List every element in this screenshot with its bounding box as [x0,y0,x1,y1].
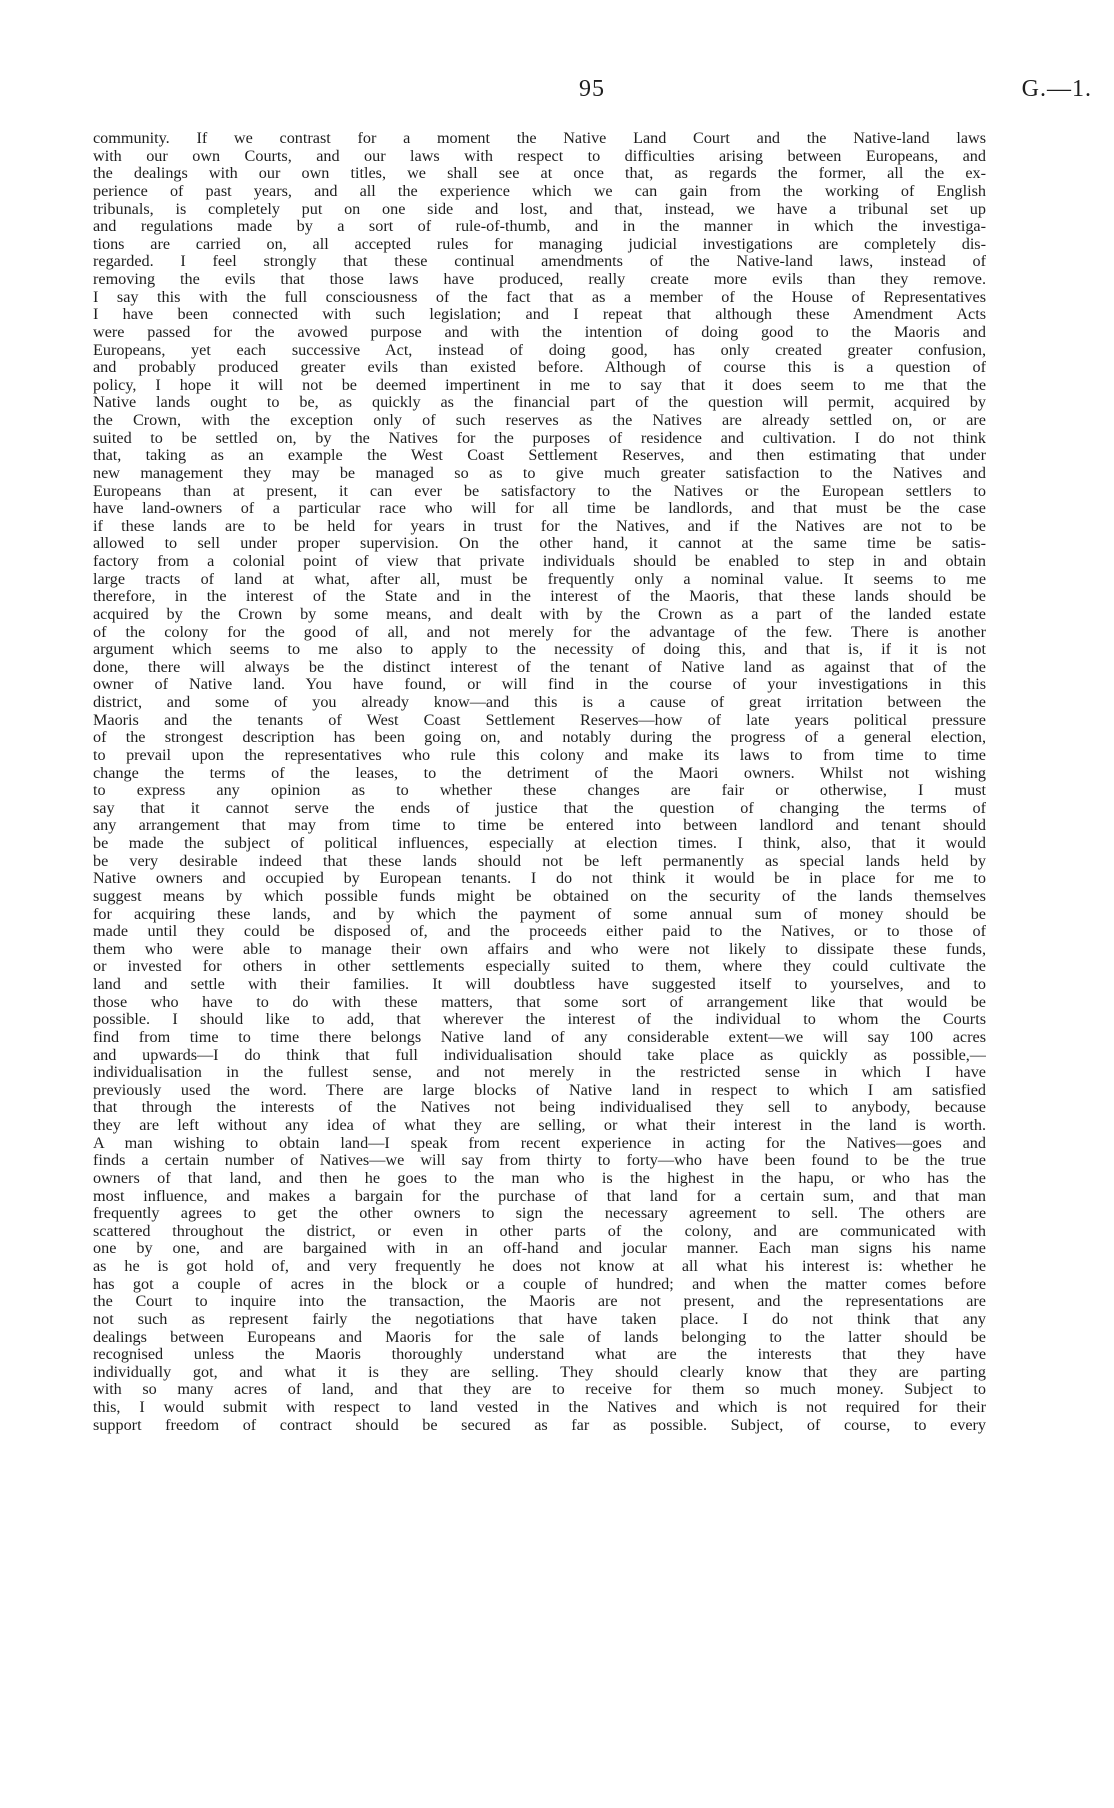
text-line: with so many acres of land, and that they are to receive for them so much money. Subject to [93,1381,986,1399]
text-line: not such as represent fairly the negotiations that have taken place. I do not think that any [93,1310,986,1328]
text-line: argument which seems to me also to apply to the necessity of doing this, and that is, if it is not [93,641,986,659]
document-reference: G.—1. [1021,76,1092,102]
text-line: community. If we contrast for a moment the Native Land Court and the Native-land laws [93,130,986,147]
page-header [92,76,1092,112]
text-line: district, and some of you already know—and this is a cause of great irritation between the [93,694,986,711]
text-line: done, there will always be the distinct interest of the tenant of Native land as against that of the [93,658,986,676]
text-line: tions are carried on, all accepted rules for managing judicial investigations are completely dis- [93,235,986,253]
text-line: say that it cannot serve the ends of justice that the question of changing the terms of [93,799,986,817]
text-line: Maoris and the tenants of West Coast Settlement Reserves—how of late years political pressure [93,711,986,729]
text-line: support freedom of contract should be secured as far as possible. Subject, of course, to every [93,1416,986,1434]
text-line: made until they could be disposed of, and the proceeds either paid to the Natives, or to those of [93,923,986,941]
text-line: that, taking as an example the West Coast Settlement Reserves, and then estimating that under [93,447,986,465]
text-line: dealings between Europeans and Maoris for the sale of lands belonging to the latter should be [93,1328,986,1346]
text-line: of the strongest description has been going on, and notably during the progress of a general election, [93,729,986,747]
text-line: the Crown, with the exception only of such reserves as the Natives are already settled on, or are [93,412,986,429]
text-line: individualisation in the fullest sense, and not merely in the restricted sense in which I have [93,1064,986,1082]
text-line: owner of Native land. You have found, or will find in the course of your investigations in this [93,676,986,694]
text-line: Native owners and occupied by European tenants. I do not think it would be in place for me to [93,870,986,888]
text-line: or invested for others in other settlements especially suited to them, where they could cultivate the [93,958,986,976]
text-line: new management they may be managed so as to give much greater satisfaction to the Natives and [93,464,986,482]
text-line: frequently agrees to get the other owners to sign the necessary agreement to sell. The others are [93,1205,986,1223]
text-line: were passed for the avowed purpose and with the intention of doing good to the Maoris and [93,323,986,341]
text-line: for acquiring these lands, and by which the payment of some annual sum of money should be [93,905,986,923]
text-line: the Court to inquire into the transaction, the Maoris are not present, and the representations are [93,1293,986,1311]
text-line: most influence, and makes a bargain for the purchase of that land for a certain sum, and that man [93,1187,986,1205]
text-line: previously used the word. There are large blocks of Native land in respect to which I am satisfied [93,1081,986,1099]
text-line: acquired by the Crown by some means, and dealt with by the Crown as a part of the landed estate [93,605,986,623]
text-line: policy, I hope it will not be deemed impertinent in me to say that it does seem to me that the [93,376,986,394]
text-line: any arrangement that may from time to time be entered into between landlord and tenant should [93,817,986,835]
text-line: and regulations made by a sort of rule-of-thumb, and in the manner in which the investiga- [93,218,986,236]
text-line: be very desirable indeed that these lands should not be left permanently as special lands held by [93,852,986,870]
text-line: suggest means by which possible funds might be obtained on the security of the lands themselves [93,887,986,905]
text-line: have land-owners of a particular race who will for all time be landlords, and that must be the case [93,500,986,518]
text-line: and upwards—I do think that full individualisation should take place as quickly as possible,— [93,1046,986,1064]
text-line: regarded. I feel strongly that these continual amendments of the Native-land laws, instead of [93,253,986,271]
text-line: scattered throughout the district, or even in other parts of the colony, and are communicated with [93,1222,986,1240]
text-line: this, I would submit with respect to land vested in the Natives and which is not required for their [93,1399,986,1416]
text-line: possible. I should like to add, that wherever the interest of the individual to whom the Courts [93,1011,986,1029]
text-line: I say this with the full consciousness of the fact that as a member of the House of Representatives [93,288,986,306]
text-line: to prevail upon the representatives who rule this colony and make its laws to from time to time [93,746,986,764]
text-line: be made the subject of political influences, especially at election times. I think, also, that it would [93,835,986,852]
text-line: if these lands are to be held for years in trust for the Natives, and if the Natives are not to be [93,517,986,535]
text-line: Native lands ought to be, as quickly as the financial part of the question will permit, acquired by [93,394,986,412]
text-line: find from time to time there belongs Native land of any considerable extent—we will say 100 acres [93,1028,986,1046]
text-line: and probably produced greater evils than existed before. Although of course this is a question of [93,359,986,377]
text-line: to express any opinion as to whether these changes are fair or otherwise, I must [93,782,986,800]
text-line: the dealings with our own titles, we shall see at once that, as regards the former, all the ex- [93,165,986,183]
body-text [93,130,986,1434]
text-line: A man wishing to obtain land—I speak from recent experience in acting for the Natives—goes and [93,1134,986,1152]
text-line: owners of that land, and then he goes to the man who is the highest in the hapu, or who has the [93,1169,986,1187]
text-line: that through the interests of the Natives not being individualised they sell to anybody, because [93,1099,986,1117]
text-line: Europeans than at present, it can ever be satisfactory to the Natives or the European settlers to [93,482,986,500]
text-line: them who were able to manage their own affairs and who were not likely to dissipate these funds, [93,940,986,958]
text-line: I have been connected with such legislation; and I repeat that although these Amendment Acts [93,306,986,324]
text-line: has got a couple of acres in the block or a couple of hundred; and when the matter comes before [93,1275,986,1293]
text-line: land and settle with their families. It will doubtless have suggested itself to yourselves, and to [93,976,986,993]
text-line: therefore, in the interest of the State and in the interest of the Maoris, that these lands should be [93,588,986,606]
text-line: as he is got hold of, and very frequently he does not know at all what his interest is: whether he [93,1258,986,1275]
text-line: recognised unless the Maoris thoroughly understand what are the interests that they have [93,1346,986,1364]
text-line: suited to be settled on, by the Natives for the purposes of residence and cultivation. I do not think [93,429,986,447]
page-number: 95 [579,76,605,102]
text-line: they are left without any idea of what they are selling, or what their interest in the land is worth. [93,1117,986,1134]
text-line: change the terms of the leases, to the detriment of the Maori owners. Whilst not wishing [93,764,986,782]
text-line: allowed to sell under proper supervision. On the other hand, it cannot at the same time be satis- [93,535,986,553]
text-line: one by one, and are bargained with in an off-hand and jocular manner. Each man signs his name [93,1240,986,1258]
text-line: those who have to do with these matters, that some sort of arrangement like that would be [93,993,986,1011]
text-line: with our own Courts, and our laws with respect to difficulties arising between Europeans, and [93,147,986,165]
text-line: large tracts of land at what, after all, must be frequently only a nominal value. It seems to me [93,570,986,588]
text-line: tribunals, is completely put on one side and lost, and that, instead, we have a tribunal set up [93,200,986,218]
text-line: perience of past years, and all the experience which we can gain from the working of English [93,182,986,200]
text-line: individually got, and what it is they are selling. They should clearly know that they are parting [93,1363,986,1381]
text-line: factory from a colonial point of view that private individuals should be enabled to step in and obtain [93,553,986,570]
text-line: of the colony for the good of all, and not merely for the advantage of the few. There is another [93,623,986,641]
text-line: removing the evils that those laws have produced, really create more evils than they remove. [93,271,986,288]
text-line: Europeans, yet each successive Act, instead of doing good, has only created greater confusion, [93,341,986,359]
text-line: finds a certain number of Natives—we will say from thirty to forty—who have been found to be the true [93,1152,986,1170]
